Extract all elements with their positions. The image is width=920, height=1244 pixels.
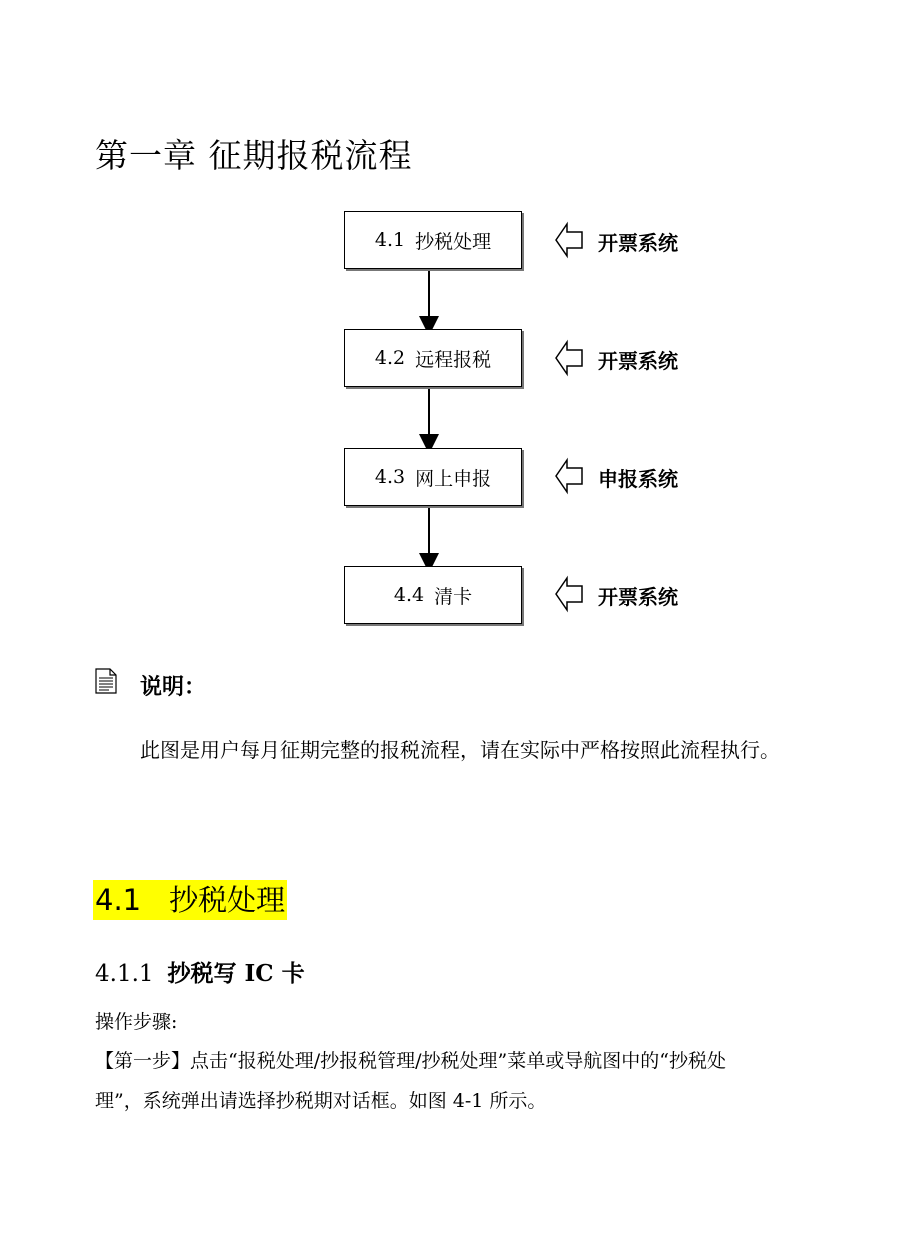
- flow-step-num: 4.3: [374, 466, 406, 488]
- flow-box-clear-card: [344, 566, 522, 624]
- subsection-number: 4.1.1: [95, 961, 154, 987]
- note-body: 此图是用户每月征期完整的报税流程，请在实际中严格按照此流程执行。: [140, 738, 780, 762]
- flow-step-label: 网上申报: [415, 467, 492, 490]
- flow-system-label: 申报系统: [598, 467, 678, 491]
- flow-system-label: 开票系统: [598, 231, 678, 255]
- section-title: [93, 880, 287, 920]
- document-icon: [95, 668, 117, 694]
- subsection-title: [95, 955, 305, 988]
- left-arrow-icon: [554, 456, 584, 496]
- flow-step-label: 清卡: [434, 585, 473, 608]
- flow-system-label: 开票系统: [598, 585, 678, 609]
- section-number: 4.1: [95, 883, 142, 917]
- note-heading: 说明：: [140, 675, 207, 700]
- flow-step-num: 4.1: [374, 229, 406, 251]
- subsection-label: 抄税写 IC 卡: [167, 960, 305, 987]
- left-arrow-icon: [554, 574, 584, 614]
- step1-line1: 【第一步】点击“报税处理/抄报税管理/抄税处理”菜单或导航图中的“抄税处: [95, 1050, 726, 1072]
- flow-step-label: 远程报税: [415, 348, 492, 371]
- steps-label: 操作步骤:: [95, 1011, 178, 1033]
- flow-system-label: 开票系统: [598, 349, 678, 373]
- chapter-title: 第一章 征期报税流程: [95, 136, 413, 175]
- flow-box-remote-tax: [344, 329, 522, 387]
- left-arrow-icon: [554, 220, 584, 260]
- step1-line2: 理”，系统弹出请选择抄税期对话框。如图 4-1 所示。: [95, 1090, 547, 1112]
- flow-step-num: 4.4: [393, 584, 425, 606]
- left-arrow-icon: [554, 338, 584, 378]
- flow-step-label: 抄税处理: [415, 230, 492, 253]
- section-label: 抄税处理: [169, 883, 286, 917]
- flow-step-num: 4.2: [374, 347, 406, 369]
- flow-box-copy-tax: [344, 211, 522, 269]
- flow-box-online-declare: [344, 448, 522, 506]
